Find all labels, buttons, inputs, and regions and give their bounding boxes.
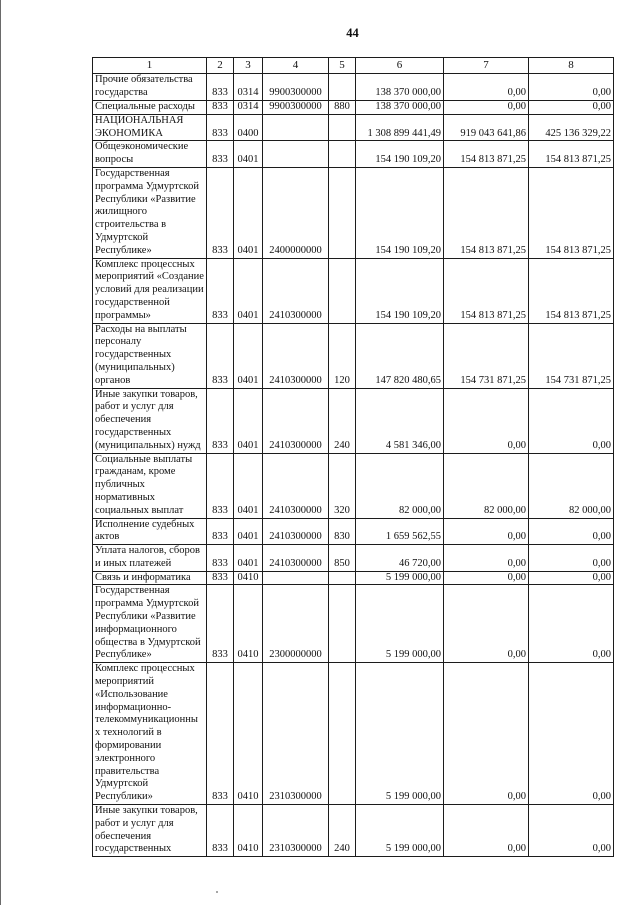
- cell-expense-type: [329, 167, 356, 258]
- cell-section-code: 0401: [234, 453, 263, 518]
- cell-target-article: [263, 141, 329, 168]
- cell-amount-col6: 154 190 109,20: [356, 141, 444, 168]
- cell-amount-col8: 0,00: [529, 388, 614, 453]
- cell-section-code: 0401: [234, 167, 263, 258]
- cell-section-code: 0410: [234, 663, 263, 805]
- column-header-3: 3: [234, 58, 263, 74]
- cell-amount-col8: 425 136 329,22: [529, 114, 614, 141]
- cell-amount-col6: 5 199 000,00: [356, 805, 444, 857]
- cell-grbs-code: 833: [207, 388, 234, 453]
- column-header-4: 4: [263, 58, 329, 74]
- cell-section-code: 0401: [234, 141, 263, 168]
- cell-grbs-code: 833: [207, 101, 234, 115]
- cell-grbs-code: 833: [207, 518, 234, 545]
- table-row: [93, 114, 614, 141]
- table-row: [93, 518, 614, 545]
- cell-amount-col7: 154 813 871,25: [444, 258, 529, 323]
- table-row: [93, 805, 614, 857]
- cell-expense-name: Социальные выплаты гражданам, кроме публичных нормативных социальных выплат: [93, 453, 207, 518]
- cell-expense-name: Прочие обязательства государства: [93, 74, 207, 101]
- cell-grbs-code: 833: [207, 141, 234, 168]
- cell-amount-col8: 0,00: [529, 74, 614, 101]
- cell-expense-type: 120: [329, 323, 356, 388]
- cell-target-article: 2310300000: [263, 663, 329, 805]
- column-header-7: 7: [444, 58, 529, 74]
- table-row: [93, 545, 614, 572]
- cell-grbs-code: 833: [207, 114, 234, 141]
- cell-expense-type: 850: [329, 545, 356, 572]
- cell-amount-col8: 0,00: [529, 545, 614, 572]
- cell-section-code: 0314: [234, 74, 263, 101]
- table-row: [93, 585, 614, 663]
- cell-amount-col7: 0,00: [444, 663, 529, 805]
- cell-expense-name: Комплекс процессных мероприятий «Создание условий для реализации государственной программы»: [93, 258, 207, 323]
- cell-expense-type: [329, 571, 356, 585]
- cell-section-code: 0401: [234, 323, 263, 388]
- cell-amount-col7: 0,00: [444, 518, 529, 545]
- cell-expense-name: Комплекс процессных мероприятий «Использование информационно- телекоммуникационны х технологий в формировании электронного правительства Удмуртской Республики»: [93, 663, 207, 805]
- cell-expense-name: Исполнение судебных актов: [93, 518, 207, 545]
- table-row: [93, 167, 614, 258]
- cell-grbs-code: 833: [207, 545, 234, 572]
- cell-section-code: 0401: [234, 545, 263, 572]
- cell-grbs-code: 833: [207, 805, 234, 857]
- cell-amount-col6: 138 370 000,00: [356, 74, 444, 101]
- cell-amount-col6: 5 199 000,00: [356, 571, 444, 585]
- cell-amount-col6: 154 190 109,20: [356, 258, 444, 323]
- cell-amount-col6: 138 370 000,00: [356, 101, 444, 115]
- cell-section-code: 0410: [234, 585, 263, 663]
- table-row: [93, 141, 614, 168]
- cell-target-article: 2410300000: [263, 388, 329, 453]
- scan-artifact-dot: [216, 891, 218, 893]
- table-row: [93, 663, 614, 805]
- cell-expense-type: 240: [329, 805, 356, 857]
- cell-amount-col7: 0,00: [444, 585, 529, 663]
- column-header-8: 8: [529, 58, 614, 74]
- cell-amount-col8: 0,00: [529, 101, 614, 115]
- table-row: [93, 258, 614, 323]
- cell-target-article: 2310300000: [263, 805, 329, 857]
- cell-section-code: 0401: [234, 518, 263, 545]
- column-header-5: 5: [329, 58, 356, 74]
- cell-target-article: 9900300000: [263, 101, 329, 115]
- cell-amount-col6: 154 190 109,20: [356, 167, 444, 258]
- cell-amount-col6: 1 308 899 441,49: [356, 114, 444, 141]
- cell-amount-col7: 0,00: [444, 545, 529, 572]
- cell-section-code: 0401: [234, 258, 263, 323]
- cell-amount-col6: 5 199 000,00: [356, 585, 444, 663]
- cell-section-code: 0410: [234, 805, 263, 857]
- cell-amount-col8: 0,00: [529, 663, 614, 805]
- cell-expense-type: [329, 141, 356, 168]
- cell-expense-name: Государственная программа Удмуртской Республики «Развитие информационного общества в Удмуртской Республике»: [93, 585, 207, 663]
- cell-expense-name: Государственная программа Удмуртской Республики «Развитие жилищного строительства в Удмуртской Республике»: [93, 167, 207, 258]
- cell-amount-col7: 0,00: [444, 805, 529, 857]
- cell-amount-col7: 154 731 871,25: [444, 323, 529, 388]
- column-header-6: 6: [356, 58, 444, 74]
- table-row: [93, 453, 614, 518]
- table-row: [93, 323, 614, 388]
- cell-grbs-code: 833: [207, 74, 234, 101]
- cell-expense-name: Расходы на выплаты персоналу государственных (муниципальных) органов: [93, 323, 207, 388]
- cell-amount-col7: 154 813 871,25: [444, 167, 529, 258]
- cell-expense-type: 240: [329, 388, 356, 453]
- cell-amount-col7: 0,00: [444, 74, 529, 101]
- cell-target-article: 2410300000: [263, 545, 329, 572]
- table-row: [93, 571, 614, 585]
- column-header-2: 2: [207, 58, 234, 74]
- page-number: 44: [346, 26, 359, 40]
- cell-expense-type: [329, 258, 356, 323]
- cell-amount-col8: 0,00: [529, 805, 614, 857]
- cell-amount-col8: 154 813 871,25: [529, 258, 614, 323]
- cell-amount-col7: 0,00: [444, 388, 529, 453]
- cell-target-article: 2400000000: [263, 167, 329, 258]
- cell-amount-col8: 0,00: [529, 585, 614, 663]
- cell-amount-col7: 154 813 871,25: [444, 141, 529, 168]
- cell-section-code: 0400: [234, 114, 263, 141]
- cell-section-code: 0314: [234, 101, 263, 115]
- table-header-row: [93, 58, 614, 74]
- cell-target-article: 2300000000: [263, 585, 329, 663]
- cell-grbs-code: 833: [207, 258, 234, 323]
- cell-target-article: [263, 571, 329, 585]
- cell-amount-col7: 919 043 641,86: [444, 114, 529, 141]
- cell-expense-type: [329, 585, 356, 663]
- cell-amount-col7: 0,00: [444, 101, 529, 115]
- table-row: [93, 101, 614, 115]
- cell-grbs-code: 833: [207, 571, 234, 585]
- budget-table: [92, 57, 614, 857]
- table-row: [93, 74, 614, 101]
- cell-amount-col6: 1 659 562,55: [356, 518, 444, 545]
- cell-target-article: [263, 114, 329, 141]
- cell-expense-type: 320: [329, 453, 356, 518]
- cell-target-article: 2410300000: [263, 518, 329, 545]
- cell-amount-col8: 82 000,00: [529, 453, 614, 518]
- cell-target-article: 9900300000: [263, 74, 329, 101]
- cell-amount-col7: 0,00: [444, 571, 529, 585]
- table-body: [93, 74, 614, 857]
- cell-expense-type: [329, 114, 356, 141]
- cell-grbs-code: 833: [207, 167, 234, 258]
- cell-expense-type: [329, 74, 356, 101]
- scan-edge-artifact: [0, 0, 1, 905]
- cell-expense-name: Уплата налогов, сборов и иных платежей: [93, 545, 207, 572]
- cell-expense-type: 830: [329, 518, 356, 545]
- cell-target-article: 2410300000: [263, 453, 329, 518]
- cell-grbs-code: 833: [207, 453, 234, 518]
- cell-section-code: 0401: [234, 388, 263, 453]
- table-row: [93, 388, 614, 453]
- cell-amount-col6: 82 000,00: [356, 453, 444, 518]
- cell-amount-col8: 0,00: [529, 518, 614, 545]
- cell-amount-col6: 147 820 480,65: [356, 323, 444, 388]
- cell-amount-col6: 4 581 346,00: [356, 388, 444, 453]
- cell-expense-type: [329, 663, 356, 805]
- cell-expense-name: Иные закупки товаров, работ и услуг для обеспечения государственных (муниципальных) нужд: [93, 388, 207, 453]
- cell-section-code: 0410: [234, 571, 263, 585]
- cell-grbs-code: 833: [207, 323, 234, 388]
- cell-target-article: 2410300000: [263, 323, 329, 388]
- cell-amount-col8: 0,00: [529, 571, 614, 585]
- cell-amount-col6: 46 720,00: [356, 545, 444, 572]
- cell-amount-col8: 154 813 871,25: [529, 141, 614, 168]
- cell-expense-type: 880: [329, 101, 356, 115]
- cell-target-article: 2410300000: [263, 258, 329, 323]
- cell-expense-name: Связь и информатика: [93, 571, 207, 585]
- cell-amount-col6: 5 199 000,00: [356, 663, 444, 805]
- cell-expense-name: Общеэкономические вопросы: [93, 141, 207, 168]
- column-header-1: 1: [93, 58, 207, 74]
- cell-amount-col8: 154 813 871,25: [529, 167, 614, 258]
- cell-expense-name: Специальные расходы: [93, 101, 207, 115]
- cell-amount-col8: 154 731 871,25: [529, 323, 614, 388]
- cell-amount-col7: 82 000,00: [444, 453, 529, 518]
- cell-expense-name: Иные закупки товаров, работ и услуг для обеспечения государственных: [93, 805, 207, 857]
- cell-expense-name: НАЦИОНАЛЬНАЯ ЭКОНОМИКА: [93, 114, 207, 141]
- cell-grbs-code: 833: [207, 663, 234, 805]
- cell-grbs-code: 833: [207, 585, 234, 663]
